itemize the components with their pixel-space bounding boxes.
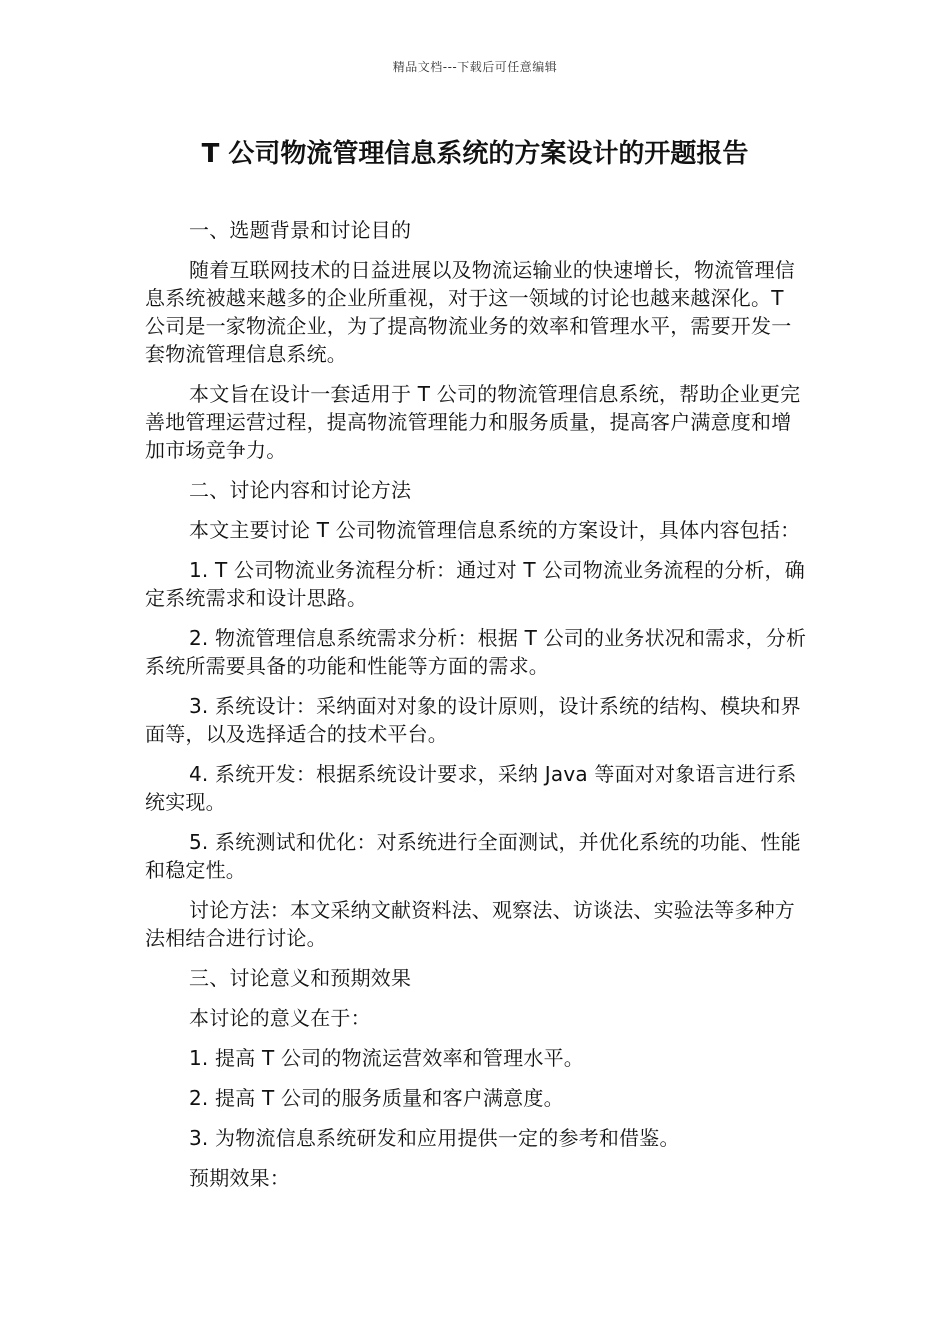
list-item-content-5: 5. 系统测试和优化：对系统进行全面测试，并优化系统的功能、性能和稳定性。 (145, 830, 801, 882)
paragraph-expected-label: 预期效果： (189, 1166, 290, 1190)
paragraph-purpose: 本文旨在设计一套适用于 T 公司的物流管理信息系统，帮助企业更完善地管理运营过程，提高物流管理能力和服务质量，提高客户满意度和增加市场竞争力。 (145, 382, 801, 462)
document-title: T 公司物流管理信息系统的方案设计的开题报告 (201, 139, 749, 169)
list-item-significance-3: 3. 为物流信息系统研发和应用提供一定的参考和借鉴。 (189, 1126, 680, 1150)
list-item-significance-2: 2. 提高 T 公司的服务质量和客户满意度。 (189, 1086, 564, 1110)
list-item-content-3: 3. 系统设计：采纳面对对象的设计原则，设计系统的结构、模块和界面等，以及选择适合的技术平台。 (145, 694, 801, 746)
document-body (145, 216, 807, 1204)
list-item-content-2: 2. 物流管理信息系统需求分析：根据 T 公司的业务状况和需求，分析系统所需要具备的功能和性能等方面的需求。 (145, 626, 807, 678)
list-item-content-4: 4. 系统开发：根据系统设计要求，采纳 Java 等面对对象语言进行系统实现。 (145, 762, 797, 814)
list-item-significance-1: 1. 提高 T 公司的物流运营效率和管理水平。 (189, 1046, 584, 1070)
section-heading-background: 一、选题背景和讨论目的 (189, 218, 412, 242)
paragraph-significance-intro: 本讨论的意义在于： (189, 1006, 371, 1030)
list-item-content-1: 1. T 公司物流业务流程分析：通过对 T 公司物流业务流程的分析，确定系统需求和设计思路。 (145, 558, 805, 610)
section-heading-content-method: 二、讨论内容和讨论方法 (189, 478, 412, 502)
paragraph-method: 讨论方法：本文采纳文献资料法、观察法、访谈法、实验法等多种方法相结合进行讨论。 (145, 898, 795, 950)
paragraph-content-intro: 本文主要讨论 T 公司物流管理信息系统的方案设计，具体内容包括： (189, 518, 801, 542)
paragraph-background: 随着互联网技术的日益进展以及物流运输业的快速增长，物流管理信息系统被越来越多的企业所重视，对于这一领域的讨论也越来越深化。T 公司是一家物流企业，为了提高物流业务的效率和管理水平，需要开发一套物流管理信息系统。 (145, 258, 795, 366)
header-note: 精品文档---下载后可任意编辑 (392, 60, 558, 74)
section-heading-significance: 三、讨论意义和预期效果 (189, 966, 412, 990)
